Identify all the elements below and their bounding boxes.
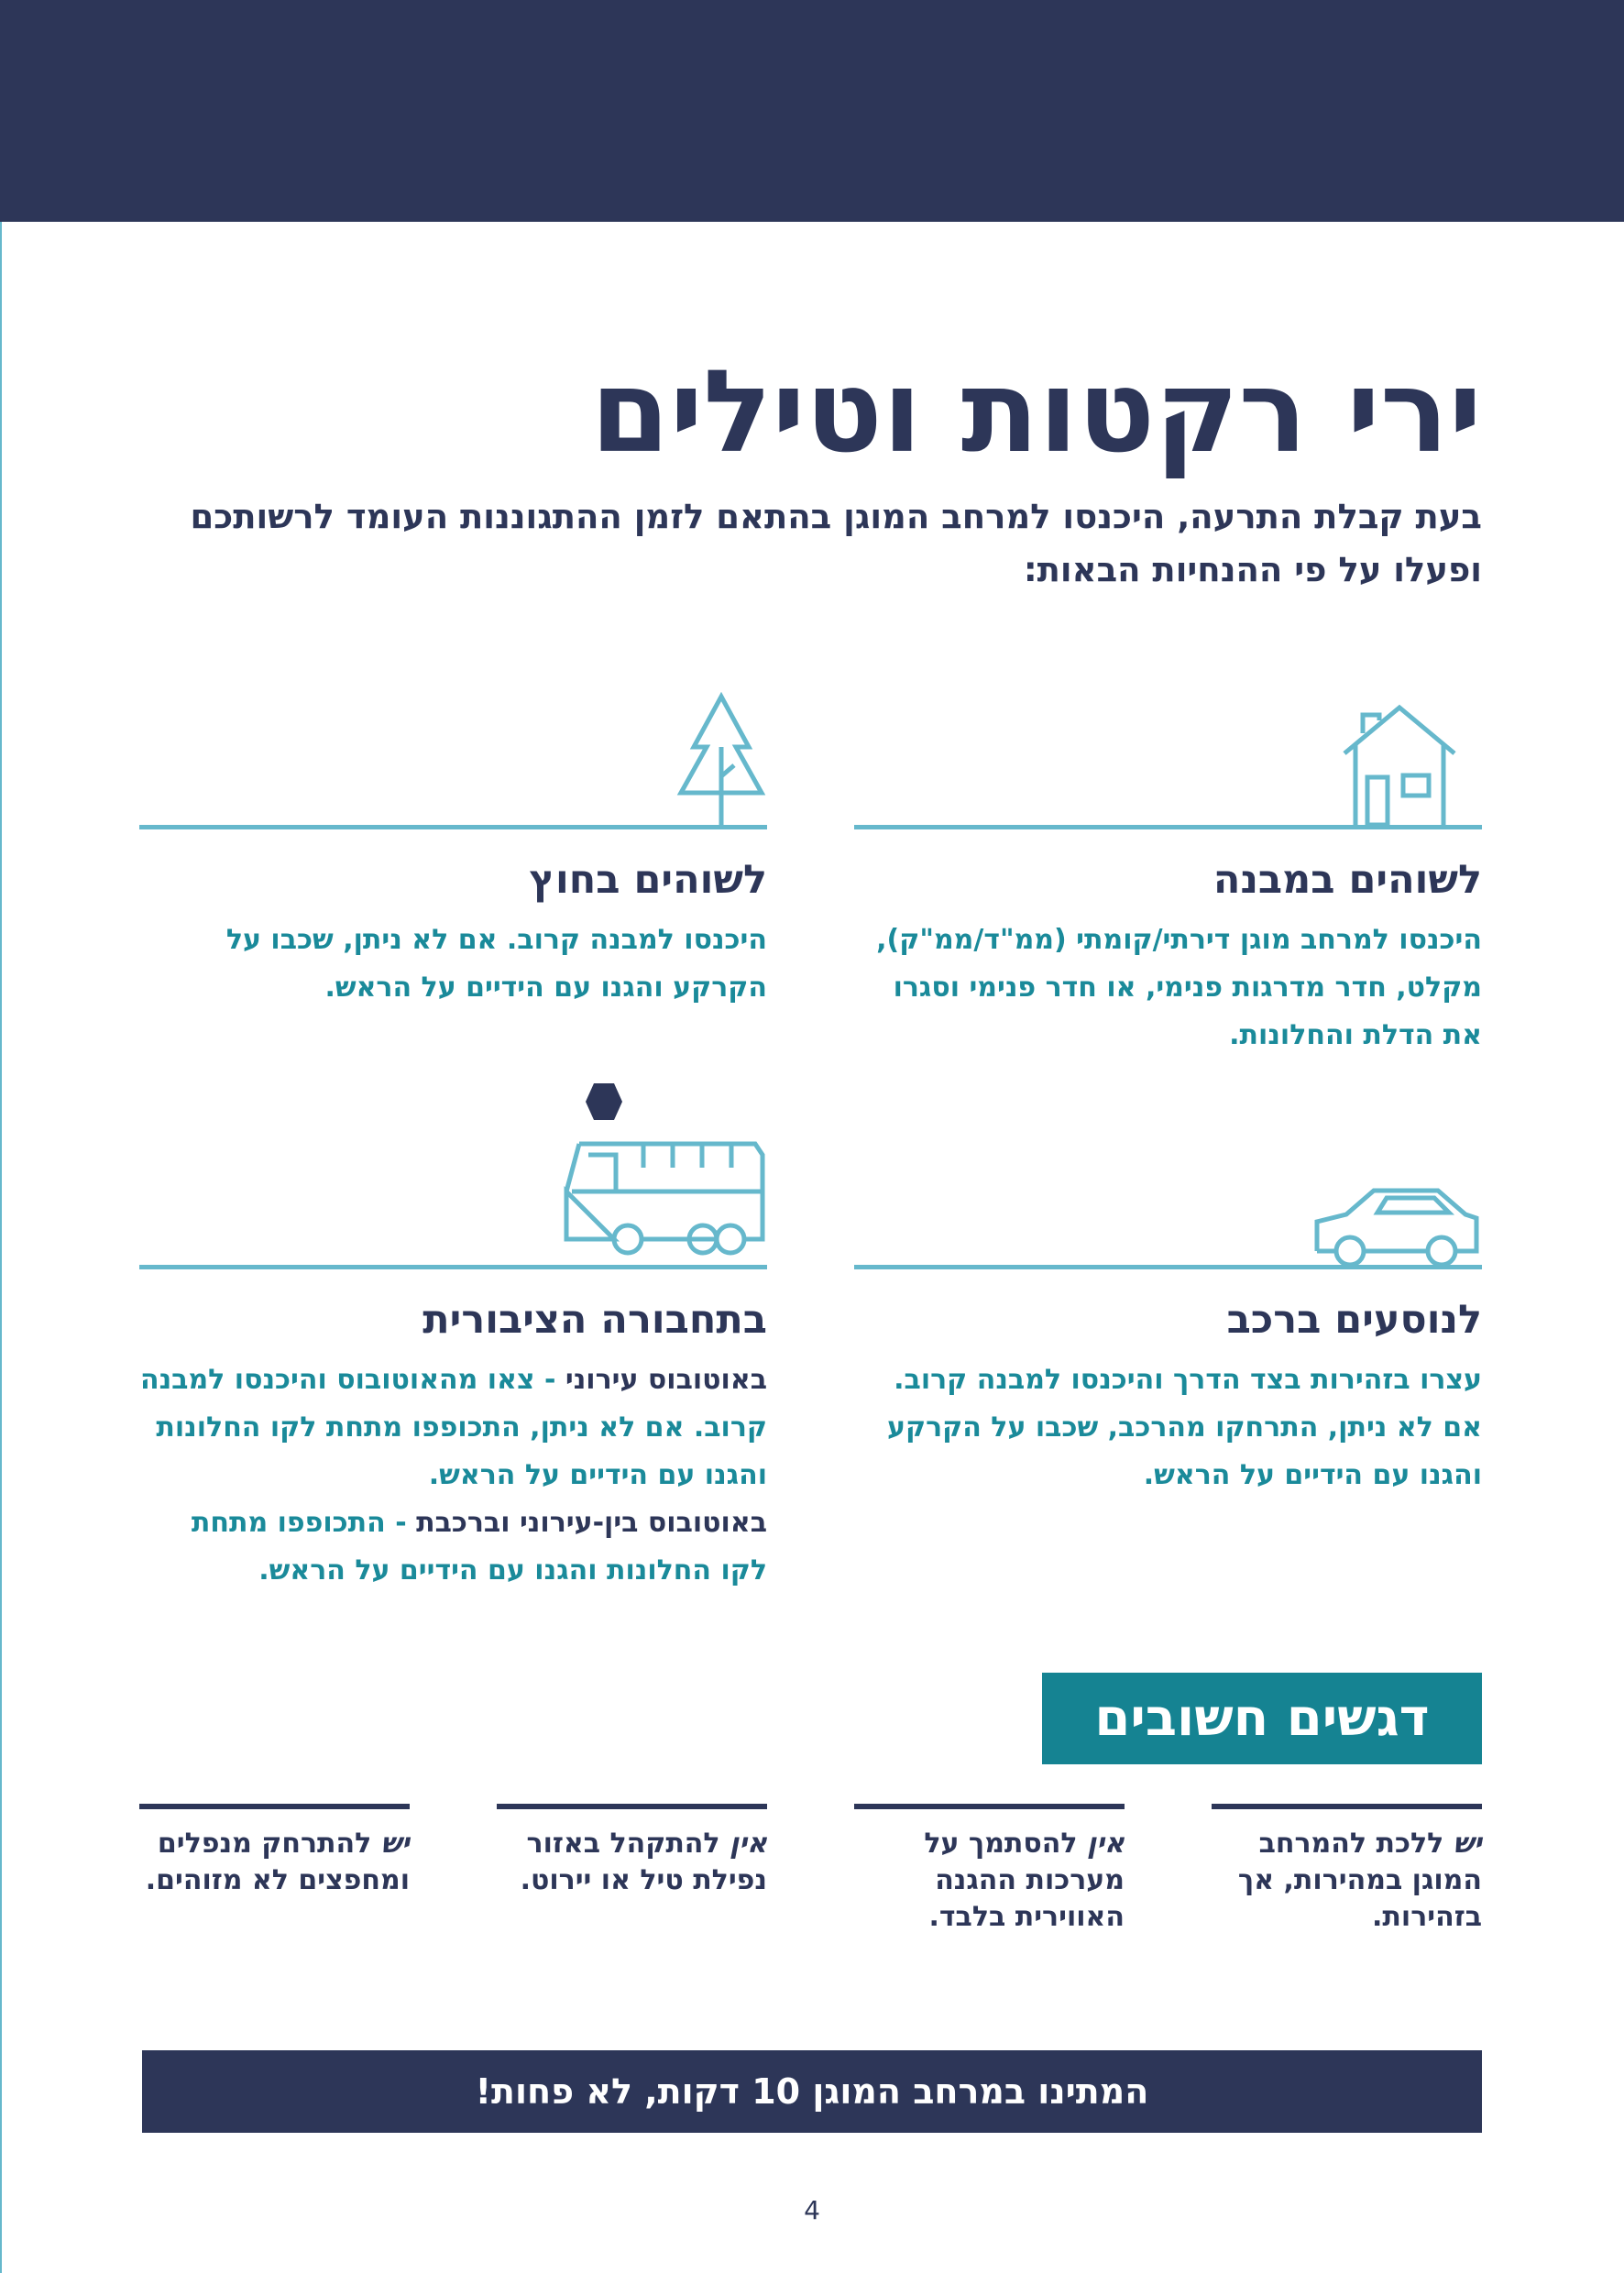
alert-hexagon-icon (584, 1082, 624, 1122)
tip-text (497, 1826, 767, 1899)
header-band (0, 0, 1624, 222)
section-text: היכנסו למרחב מוגן דירתי/קומתי (ממ"ד/ממ"ק), מקלט, חדר מדרגות פנימי, או חדר פנימי וסגרו את הדלת והחלונות. (876, 924, 1482, 1051)
section-divider (139, 1265, 767, 1269)
tip-item (139, 1804, 410, 1899)
section-text: עצרו בזהירות בצד הדרך והיכנסו למבנה קרוב. אם לא ניתן, התרחקו מהרכב, שכבו על הקרקע והגנו עם הידיים על הראש. (887, 1364, 1482, 1491)
tip-bold: אין (730, 1828, 767, 1860)
emphasis-heading: דגשים חשובים (1042, 1673, 1482, 1764)
tip-text (1212, 1826, 1482, 1936)
tip-item (854, 1804, 1125, 1936)
section-title: לשוהים בחוץ (529, 857, 767, 903)
urban-bus-label: באוטובוס עירוני (565, 1364, 767, 1396)
tip-body: להתקהל באזור נפילת טיל או יירוט. (520, 1828, 767, 1896)
section-outside (139, 697, 767, 1082)
car-icon (1310, 1178, 1482, 1265)
section-text (139, 1356, 767, 1595)
urban-bus-text: - צאו מהאוטובוס והיכנסו למבנה קרוב. אם לא ניתן, התכופפו מתחת לקו החלונות והגנו עם הידיים על הראש. (139, 1364, 767, 1491)
tip-bold: יש (380, 1828, 410, 1860)
section-divider (139, 825, 767, 829)
page-title: ירי רקטות וטילים (590, 346, 1482, 478)
section-title: לשוהים במבנה (1213, 857, 1482, 903)
tip-bar (1212, 1804, 1482, 1809)
section-title: בתחבורה הציבורית (422, 1297, 767, 1343)
tree-icon (675, 692, 767, 825)
tip-item (1212, 1804, 1482, 1936)
left-edge-line (0, 222, 2, 2273)
page-number: 4 (804, 2195, 820, 2225)
tip-bold: יש (1453, 1828, 1482, 1860)
tip-bold: אין (1087, 1828, 1125, 1860)
section-building (854, 697, 1482, 1082)
section-vehicle (854, 1136, 1482, 1521)
tip-bar (854, 1804, 1125, 1809)
tip-body: להסתמך על מערכות ההגנה האווירית בלבד. (924, 1828, 1125, 1933)
intercity-label: באוטובוס בין-עירוני וברכבת (416, 1507, 767, 1539)
bus-icon (561, 1136, 767, 1265)
section-title: לנוסעים ברכב (1226, 1297, 1482, 1343)
intercity-text: - התכופפו מתחת לקו החלונות והגנו עם הידיים על הראש. (191, 1507, 767, 1587)
tip-body: ללכת להמרחב המוגן במהירות, אך בזהירות. (1237, 1828, 1482, 1933)
section-divider (854, 1265, 1482, 1269)
tip-bar (139, 1804, 410, 1809)
tip-text (854, 1826, 1125, 1936)
section-text: היכנסו למבנה קרוב. אם לא ניתן, שכבו על הקרקע והגנו עם הידיים על הראש. (225, 924, 767, 1004)
tip-body: להתרחק מנפלים ומחפצים לא מזוהים. (145, 1828, 410, 1896)
tip-item (497, 1804, 767, 1899)
section-divider (854, 825, 1482, 829)
tip-bar (497, 1804, 767, 1809)
section-transit (139, 1136, 767, 1613)
bottom-banner: המתינו במרחב המוגן 10 דקות, לא פחות! (142, 2050, 1482, 2133)
tip-text (139, 1826, 410, 1899)
house-icon (1335, 697, 1464, 825)
page-subtitle: בעת קבלת התרעה, היכנסו למרחב המוגן בהתאם לזמן ההתגוננות העומד לרשותכם ופעלו על פי ההנחיות הבאות: (190, 497, 1482, 589)
